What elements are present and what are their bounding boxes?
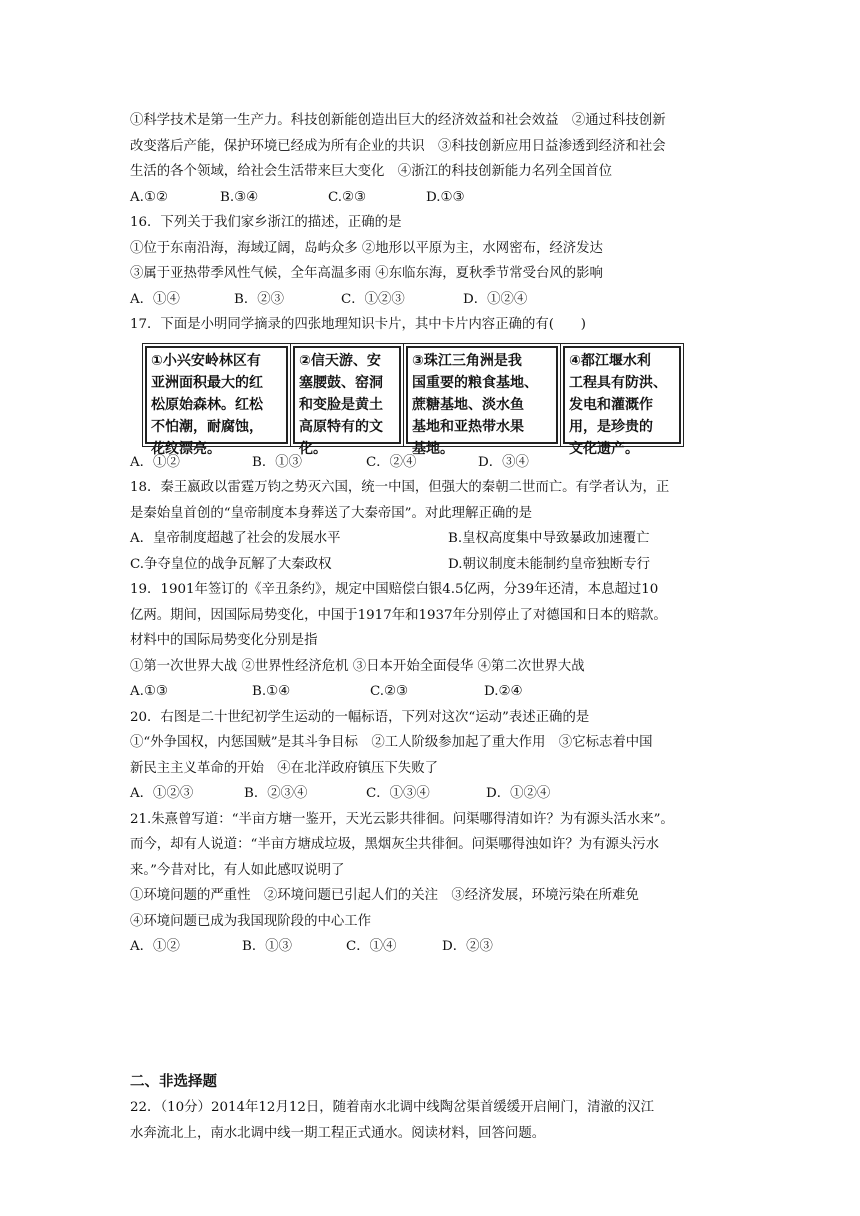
q17-card-4-line: 用，是珍贵的 [569, 418, 653, 435]
q16-stem: 16．下列关于我们家乡浙江的描述，正确的是 [130, 215, 402, 230]
q19-line-1: 19．1901年签订的《辛丑条约》，规定中国赔偿白银4.5亿两，分39年还清，本息超过10 [130, 582, 659, 597]
q17-card-1-line: 不怕潮，耐腐蚀， [151, 418, 263, 435]
q17-card-2-line: 和变脸是黄土 [299, 396, 383, 413]
q18-option-a: A．皇帝制度超越了社会的发展水平 [130, 531, 341, 546]
q20-line-1: 20．右图是二十世纪初学生运动的一幅标语，下列对这次“运动”表述正确的是 [130, 709, 590, 725]
q15-options [130, 185, 730, 211]
q21-option-b: B．①③ [242, 939, 293, 954]
q15-line-1: ①科学技术是第一生产力。科技创新能创造出巨大的经济效益和社会效益 ②通过科技创新 [130, 113, 666, 128]
q18-options-row-2 [130, 552, 730, 578]
q15-line-3: 生活的各个领域，给社会生活带来巨大变化 ④浙江的科技创新能力名列全国首位 [130, 164, 613, 179]
q15-option-c: C.②③ [328, 189, 367, 205]
q20-line-2: ①“外争国权，内惩国贼”是其斗争目标 ②工人阶级参加起了重大作用 ③它标志着中国 [130, 735, 653, 750]
q22-line-2: 水奔流北上，南水北调中线一期工程正式通水。阅读材料，回答问题。 [130, 1125, 546, 1141]
q17-option-a: A．①② [130, 454, 180, 470]
q17-card-3-line: 基地和亚热带水果 [412, 418, 524, 435]
q17-card-1-line: 花纹漂亮。 [151, 440, 221, 457]
q16-option-b: B．②③ [234, 291, 285, 307]
q16-line-2: ③属于亚热带季风性气候，全年高温多雨 ④东临东海，夏秋季节常受台风的影响 [130, 266, 603, 281]
q20-line-3: 新民主主义革命的开始 ④在北洋政府镇压下失败了 [130, 760, 438, 776]
q20-option-b: B．②③④ [244, 786, 308, 801]
q18-line-1: 18．秦王嬴政以雷霆万钧之势灭六国，统一中国，但强大的秦朝二世而亡。有学者认为，正 [130, 480, 670, 495]
q17-card-4-line: ④都江堰水利 [569, 352, 651, 369]
q20-option-c: C．①③④ [366, 786, 430, 801]
q21-options [130, 934, 730, 960]
q19-options [130, 679, 730, 705]
q21-line-5: ④环境问题已成为我国现阶段的中心工作 [130, 913, 372, 929]
q21-option-a: A．①② [130, 939, 180, 954]
q21-option-d: D．②③ [442, 939, 493, 954]
q17-card-3-line: 基地。 [412, 440, 454, 457]
q19-line-2: 亿两。期间，因国际局势变化，中国于1917年和1937年分别停止了对德国和日本的赔款。 [130, 607, 667, 623]
q21-line-2: 而今，却有人说道：“半亩方塘成垃圾，黑烟灰尘共徘徊。问渠哪得浊如许？为有源头污水 [130, 837, 660, 852]
q16-option-c: C．①②③ [341, 291, 405, 307]
exam-page [130, 108, 730, 1146]
q17-card-3-line: 蔗糖基地、淡水鱼 [412, 396, 524, 413]
q18-option-d: D.朝议制度未能制约皇帝独断专行 [448, 556, 650, 572]
q16-line-1: ①位于东南沿海，海域辽阔，岛屿众多 ②地形以平原为主，水网密布，经济发达 [130, 240, 603, 256]
q16-options [130, 287, 730, 313]
q20-option-a: A．①②③ [130, 786, 194, 801]
q17-card-4-line: 发电和灌溉作 [569, 396, 653, 413]
q17-option-b: B．①③ [252, 454, 303, 470]
q17-card-1 [145, 346, 288, 457]
q19-option-a: A.①③ [130, 684, 168, 699]
q17-cards [145, 346, 730, 457]
q17-card-4-line: 工程具有防洪、 [569, 374, 667, 391]
q17-card-1-line: 松原始森林。红松 [151, 396, 263, 413]
q19-line-3: 材料中的国际局势变化分别是指 [130, 633, 318, 648]
q19-option-b: B.①④ [252, 684, 291, 699]
q17-card-2-line: ②信天游、安 [299, 352, 381, 369]
section-title: 二、非选择题 [130, 1073, 217, 1090]
q18-options-row-1 [130, 526, 730, 552]
q19-line-4: ①第一次世界大战 ②世界性经济危机 ③日本开始全面侵华 ④第二次世界大战 [130, 658, 585, 674]
q15-option-b: B.③④ [220, 189, 259, 205]
q17-option-c: C．②④ [366, 454, 417, 470]
blank-space [130, 960, 730, 1070]
q19-option-d: D.②④ [484, 684, 523, 699]
q21-line-1: 21.朱熹曾写道：“半亩方塘一鉴开，天光云影共徘徊。问渠哪得清如许？为有源头活水来”。 [130, 811, 674, 827]
q22-line-1: 22．（10分）2014年12月12日，随着南水北调中线陶岔渠首缓缓开启闸门，清澈的汉江 [130, 1100, 655, 1115]
q17-card-3 [406, 346, 558, 457]
q17-card-4-line: 文化遗产。 [569, 440, 639, 457]
q19-option-c: C.②③ [370, 684, 409, 699]
q17-card-2-line: 化。 [299, 440, 327, 457]
q21-option-c: C．①④ [346, 939, 397, 954]
q17-card-3-line: 国重要的粮食基地、 [412, 374, 538, 391]
q17-card-2-line: 塞腰鼓、窑洞 [299, 374, 383, 391]
q15-line-2: 改变落后产能，保护环境已经成为所有企业的共识 ③科技创新应用日益渗透到经济和社会 [130, 138, 666, 154]
q21-line-3: 来。”今昔对比，有人如此感叹说明了 [130, 862, 345, 878]
q16-option-d: D．①②④ [463, 291, 528, 307]
q17-card-1-line: ①小兴安岭林区有 [151, 352, 261, 369]
q17-card-1-line: 亚洲面积最大的红 [151, 374, 263, 391]
q17-card-2 [293, 346, 401, 457]
q16-option-a: A．①④ [130, 291, 180, 307]
q17-card-2-line: 高原特有的文 [299, 418, 383, 435]
q15-option-a: A.①② [130, 189, 168, 205]
q20-option-d: D．①②④ [486, 786, 551, 801]
q17-card-3-line: ③珠江三角洲是我 [412, 352, 522, 369]
q18-line-2: 是秦始皇首创的“皇帝制度本身葬送了大秦帝国”。对此理解正确的是 [130, 505, 533, 521]
q17-stem: 17．下面是小明同学摘录的四张地理知识卡片，其中卡片内容正确的有( ) [130, 317, 586, 332]
q21-line-4: ①环境问题的严重性 ②环境问题已引起人们的关注 ③经济发展，环境污染在所难免 [130, 888, 639, 903]
q15-option-d: D.①③ [426, 189, 465, 205]
q17-option-d: D．③④ [478, 454, 529, 470]
q20-options [130, 781, 730, 807]
q18-option-b: B.皇权高度集中导致暴政加速覆亡 [448, 531, 650, 546]
q18-option-c: C.争夺皇位的战争瓦解了大秦政权 [130, 556, 332, 572]
q17-card-4 [563, 346, 681, 457]
